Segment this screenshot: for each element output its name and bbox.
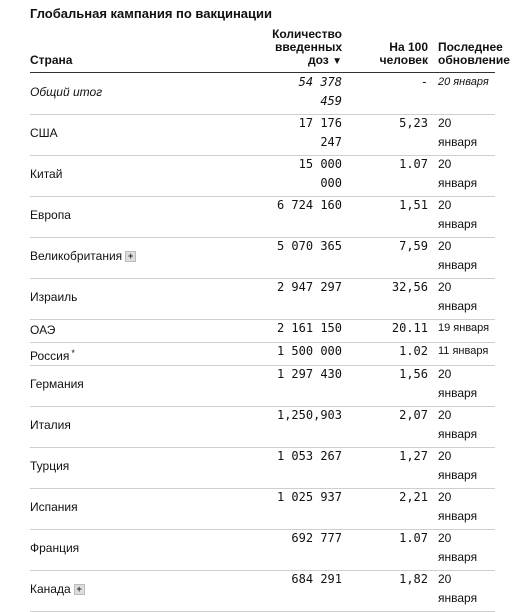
- country-name: США: [30, 126, 58, 140]
- per100-value: 1,51: [399, 198, 428, 212]
- updated-header-line1: Последнее: [438, 40, 503, 54]
- table-row: [30, 237, 495, 279]
- doses-cell: [242, 529, 342, 548]
- country-name: Испания: [30, 500, 78, 514]
- updated-value: 20: [438, 116, 452, 130]
- updated-value: 20 января: [438, 76, 489, 88]
- updated-value-wrap: января: [438, 386, 478, 400]
- doses-cell: [242, 406, 342, 425]
- per100-value: 20.11: [391, 321, 428, 335]
- country-cell: [30, 321, 55, 340]
- updated-cell: [438, 114, 498, 152]
- country-name: Европа: [30, 208, 71, 222]
- updated-cell: [438, 196, 498, 234]
- doses-cell: [242, 237, 342, 256]
- updated-value: 20: [438, 367, 452, 381]
- table-row: [30, 529, 495, 571]
- per100-header-line2: человек: [379, 53, 428, 67]
- doses-value: 1,250,903: [276, 408, 342, 422]
- doses-value-wrap: 000: [320, 176, 342, 190]
- updated-value: 20: [438, 157, 452, 171]
- per100-value: 1,27: [399, 449, 428, 463]
- updated-value-wrap: января: [438, 217, 478, 231]
- doses-value-wrap: 459: [320, 94, 342, 108]
- doses-cell: [242, 488, 342, 507]
- expand-plus-icon[interactable]: +: [125, 251, 136, 262]
- country-cell: [30, 498, 78, 517]
- updated-value: 19 января: [438, 322, 490, 334]
- updated-cell: [438, 73, 508, 92]
- country-name: Германия: [30, 377, 84, 391]
- country-cell: [30, 206, 71, 225]
- table-row: [30, 196, 495, 238]
- updated-value: 11 января: [438, 345, 489, 357]
- updated-value-wrap: января: [438, 299, 478, 313]
- country-cell: [30, 457, 69, 476]
- updated-cell: [438, 155, 498, 193]
- table-row: [30, 73, 495, 115]
- table-title: Глобальная кампания по вакцинации: [30, 6, 273, 21]
- updated-cell: [438, 365, 498, 403]
- column-header-country[interactable]: Страна: [30, 53, 73, 67]
- country-name: Турция: [30, 459, 70, 473]
- doses-cell: [242, 73, 342, 111]
- per100-value: 1.07: [399, 157, 428, 171]
- per100-value: 1.07: [399, 531, 428, 545]
- column-header-updated[interactable]: [438, 41, 527, 67]
- updated-cell: [438, 278, 498, 316]
- doses-value: 54 378: [298, 75, 342, 89]
- updated-value: 20: [438, 531, 452, 545]
- country-name: Канада: [30, 582, 71, 596]
- expand-plus-icon[interactable]: +: [74, 584, 85, 595]
- updated-value: 20: [438, 572, 452, 586]
- updated-value-wrap: января: [438, 135, 478, 149]
- per100-value: 7,59: [399, 239, 428, 253]
- country-cell: [30, 83, 102, 102]
- doses-value: 1 053 267: [276, 449, 342, 463]
- updated-value-wrap: января: [438, 176, 478, 190]
- doses-value: 2 947 297: [276, 280, 342, 294]
- country-cell: [30, 247, 136, 266]
- doses-value: 684 291: [291, 572, 342, 586]
- country-cell: [30, 580, 85, 599]
- table-row: [30, 319, 495, 343]
- table-row: [30, 570, 495, 612]
- updated-value-wrap: января: [438, 509, 478, 523]
- country-name: Франция: [30, 541, 80, 555]
- doses-cell: [242, 342, 342, 361]
- country-name: Великобритания: [30, 249, 123, 263]
- doses-value: 17 176: [298, 116, 342, 130]
- footnote-asterisk-icon: *: [71, 348, 75, 358]
- country-cell: [30, 416, 71, 435]
- updated-cell: [438, 319, 508, 338]
- updated-value: 20: [438, 239, 452, 253]
- doses-cell: [242, 319, 342, 338]
- doses-value: 692 777: [291, 531, 342, 545]
- table-row: [30, 406, 495, 448]
- table-row: [30, 114, 495, 156]
- updated-cell: [438, 406, 498, 444]
- updated-cell: [438, 447, 498, 485]
- doses-value: 1 297 430: [276, 367, 342, 381]
- updated-value: 20: [438, 490, 452, 504]
- doses-cell: [242, 570, 342, 589]
- doses-cell: [242, 365, 342, 384]
- country-cell: [30, 124, 58, 143]
- per100-value: -: [420, 75, 428, 89]
- updated-cell: [438, 488, 498, 526]
- doses-cell: [242, 114, 342, 152]
- country-cell: [30, 539, 79, 558]
- table-row: [30, 342, 495, 366]
- country-name: Общий итог: [30, 85, 103, 99]
- updated-value-wrap: января: [438, 468, 478, 482]
- updated-cell: [438, 342, 508, 361]
- updated-cell: [438, 529, 498, 567]
- updated-value-wrap: января: [438, 591, 478, 605]
- updated-value-wrap: января: [438, 427, 478, 441]
- doses-value: 2 161 150: [276, 321, 342, 335]
- updated-cell: [438, 237, 498, 275]
- per100-value: 2,07: [399, 408, 428, 422]
- updated-value-wrap: января: [438, 258, 478, 272]
- per100-value: 1,56: [399, 367, 428, 381]
- per100-value: 1.02: [399, 344, 428, 358]
- doses-value-wrap: 247: [320, 135, 342, 149]
- table-row: [30, 155, 495, 197]
- country-cell: [30, 288, 77, 307]
- country-name: Россия: [30, 349, 70, 363]
- updated-value-wrap: января: [438, 550, 478, 564]
- table-row: [30, 278, 495, 320]
- updated-cell: [438, 570, 498, 608]
- per100-value: 32,56: [391, 280, 428, 294]
- doses-value: 5 070 365: [276, 239, 342, 253]
- country-name: Израиль: [30, 290, 78, 304]
- doses-cell: [242, 196, 342, 215]
- column-header-doses[interactable]: [222, 28, 342, 68]
- per100-value: 2,21: [399, 490, 428, 504]
- doses-header-line2: введенных: [275, 40, 342, 54]
- updated-value: 20: [438, 449, 452, 463]
- country-cell: [30, 375, 84, 394]
- country-cell: [30, 165, 62, 184]
- table-row: [30, 488, 495, 530]
- updated-value: 20: [438, 408, 452, 422]
- per100-header-line1: На 100: [389, 40, 428, 54]
- doses-header-line1: Количество: [272, 27, 342, 41]
- country-name: Италия: [30, 418, 71, 432]
- updated-header-line2: обновление: [438, 53, 510, 67]
- country-cell: [30, 344, 75, 366]
- column-header-per100[interactable]: [348, 41, 428, 67]
- doses-value: 15 000: [298, 157, 342, 171]
- doses-cell: [242, 155, 342, 193]
- country-name: ОАЭ: [30, 323, 56, 337]
- per100-value: 5,23: [399, 116, 428, 130]
- table-row: [30, 447, 495, 489]
- updated-value: 20: [438, 280, 452, 294]
- doses-cell: [242, 447, 342, 466]
- table-row: [30, 365, 495, 407]
- updated-value: 20: [438, 198, 452, 212]
- per100-value: 1,82: [399, 572, 428, 586]
- doses-value: 1 500 000: [276, 344, 342, 358]
- sort-descending-icon: ▼: [332, 56, 342, 67]
- country-name: Китай: [30, 167, 63, 181]
- doses-value: 6 724 160: [276, 198, 342, 212]
- doses-header-line3: доз: [307, 53, 329, 67]
- doses-value: 1 025 937: [276, 490, 342, 504]
- doses-cell: [242, 278, 342, 297]
